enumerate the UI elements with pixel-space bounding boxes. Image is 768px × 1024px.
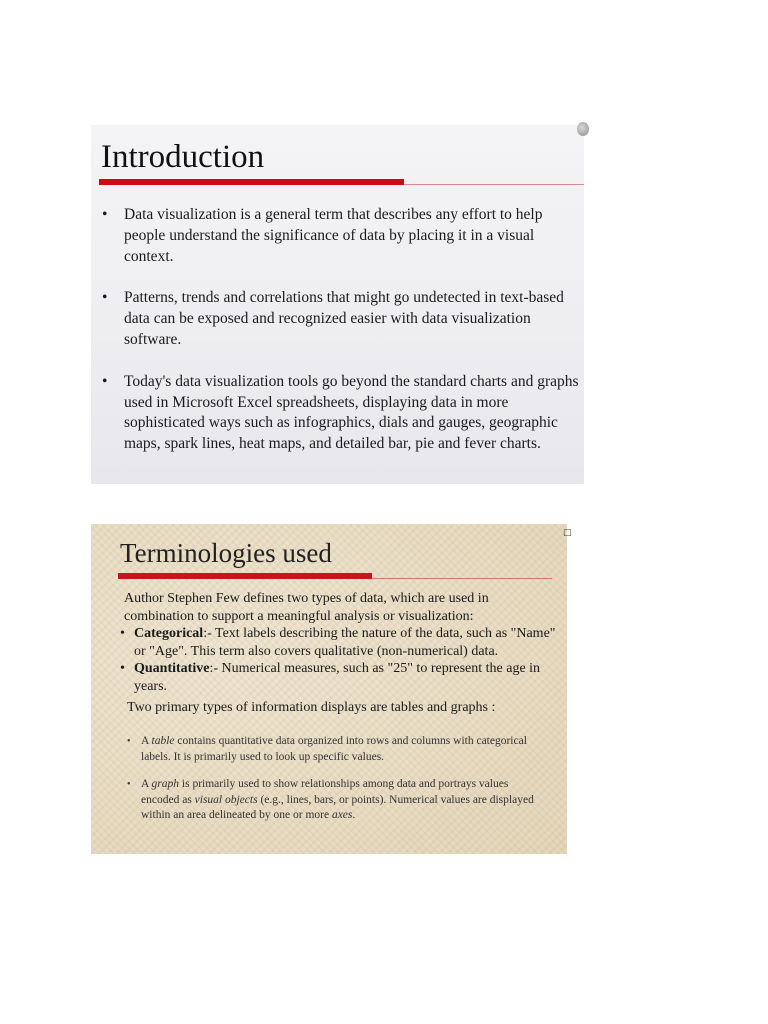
definition-term: Categorical [134, 626, 204, 641]
title-accent-bar [99, 179, 404, 185]
bullet-icon: • [102, 372, 108, 390]
list-item [91, 372, 581, 455]
type-text: . [352, 809, 356, 821]
bullet-icon: • [127, 736, 131, 747]
slide-terminologies [91, 524, 572, 854]
intro-paragraph: Author Stephen Few defines two types of data, which are used in combination to support a meaningful analysis or visualization: [124, 591, 489, 624]
type-prefix: A [141, 735, 152, 747]
bullet-icon: • [102, 206, 108, 223]
display-type-item [124, 734, 544, 765]
title-underline [404, 184, 584, 185]
title-underline [372, 578, 552, 579]
type-text: is primarily used to show relationships among data and portrays values encoded as [141, 778, 509, 806]
definition-list [118, 625, 558, 695]
corner-marker-icon [577, 122, 589, 136]
definition-item [118, 625, 558, 660]
bullet-text: Today's data visualization tools go beyond the standard charts and graphs used in Microsoft Excel spreadsheets, displaying data in more sophisticated ways such as infographics, dials and gauges, geographic maps, spark lines, heat maps, and detailed bar, pie and fever charts. [124, 372, 579, 453]
list-item [91, 288, 581, 350]
display-types-list [124, 734, 544, 836]
bullet-text: Patterns, trends and correlations that might go undetected in text-based data can be exposed and recognized easier with data visualization software. [124, 289, 564, 348]
bullet-text: Data visualization is a general term that describes any effort to help people understand the significance of data by placing it in a visual context. [124, 206, 543, 265]
definition-text: :- Text labels describing the nature of the data, such as "Name" or "Age". This term also covers qualitative (non-numerical) data. [134, 626, 556, 659]
corner-marker-icon: □ [563, 528, 572, 538]
type-prefix: A [141, 778, 152, 790]
bullet-icon: • [120, 626, 125, 641]
display-type-item [124, 777, 544, 824]
type-term-axes: axes [331, 809, 353, 821]
bullet-icon: • [120, 661, 125, 676]
slide-introduction [91, 125, 584, 484]
definition-term: Quantitative [134, 661, 210, 676]
title-accent-bar [118, 573, 372, 579]
bullet-icon: • [102, 289, 108, 307]
type-text: contains quantitative data organized into rows and columns with categorical labels. It is primarily used to look up specific values. [141, 735, 527, 763]
type-term-visual-objects: visual objects [194, 793, 258, 806]
type-term: graph [151, 778, 180, 790]
bullet-icon: • [127, 779, 131, 790]
slide-title: Terminologies used [120, 538, 332, 568]
list-item [91, 205, 581, 267]
type-text: (e.g., lines, bars, or points). Numerical values are displayed within an area delineated by one or more [141, 793, 534, 821]
types-heading: Two primary types of information displays are tables and graphs : [127, 700, 496, 715]
bullet-list [91, 205, 581, 476]
slide-title: Introduction [101, 139, 265, 175]
type-term: table [151, 735, 175, 747]
definition-text: :- Numerical measures, such as "25" to represent the age in years. [134, 661, 541, 694]
definition-item [118, 660, 558, 695]
